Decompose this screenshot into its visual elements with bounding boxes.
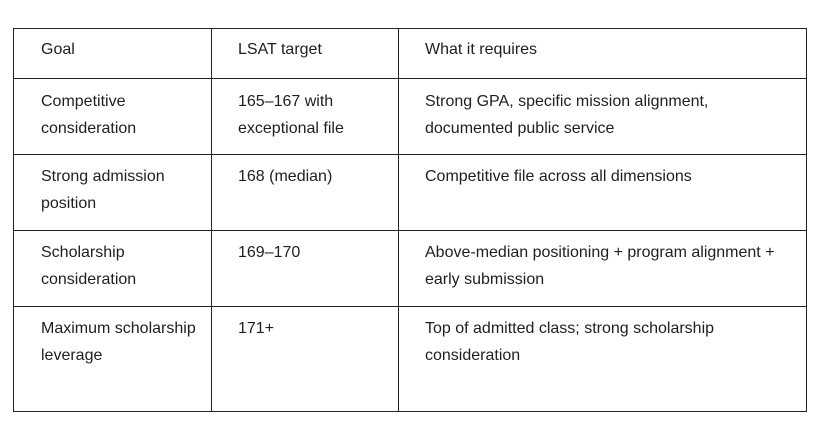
requires-text: Top of admitted class; strong scholarship consideration: [425, 320, 715, 364]
header-what-it-requires: What it requires: [399, 29, 807, 79]
goal-cell: [14, 155, 212, 231]
goal-cell: [14, 231, 212, 307]
goal-cell: [14, 307, 212, 412]
goal-text: Strong admission position: [41, 168, 165, 212]
lsat-text: 165–167 with exceptional file: [238, 93, 344, 137]
goal-cell: [14, 79, 212, 155]
goal-text: Maximum scholarship leverage: [41, 320, 196, 364]
lsat-goals-table: [13, 28, 807, 412]
requires-text: Strong GPA, specific mission alignment, documented public service: [425, 93, 709, 137]
lsat-cell: [212, 231, 399, 307]
requires-cell: [399, 79, 807, 155]
goal-text: Scholarship consideration: [41, 244, 137, 288]
lsat-text: 169–170: [238, 244, 301, 261]
goal-text: Competitive consideration: [41, 93, 137, 137]
requires-text: Above-median positioning + program alignment + early submission: [425, 244, 775, 288]
table-header-row: [14, 29, 807, 79]
header-goal: Goal: [14, 29, 212, 79]
requires-cell: [399, 155, 807, 231]
requires-cell: [399, 231, 807, 307]
lsat-cell: [212, 155, 399, 231]
lsat-cell: [212, 307, 399, 412]
header-lsat-target: LSAT target: [212, 29, 399, 79]
requires-cell: [399, 307, 807, 412]
requires-text: Competitive file across all dimensions: [425, 168, 692, 185]
lsat-text: 171+: [238, 320, 275, 337]
lsat-cell: [212, 79, 399, 155]
table-row: [14, 231, 807, 307]
table-row: [14, 155, 807, 231]
table-row: [14, 79, 807, 155]
table-row: [14, 307, 807, 412]
lsat-text: 168 (median): [238, 168, 333, 185]
